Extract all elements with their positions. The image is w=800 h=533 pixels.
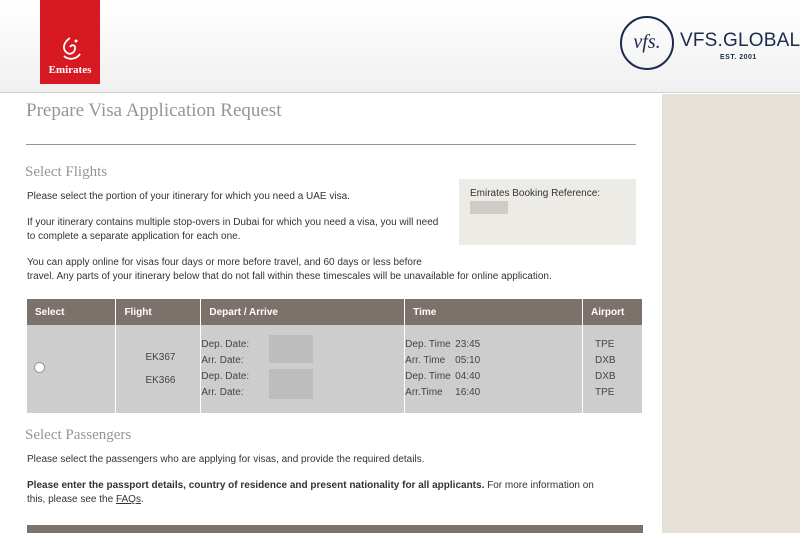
main-content: [0, 94, 662, 533]
stopover-note-line1: If your itinerary contains multiple stop-overs in Dubai for which you need a visa, you will need: [27, 217, 439, 228]
vfs-established: EST. 2001: [720, 54, 757, 61]
time-label: Arr. Time: [405, 355, 446, 366]
time-value: 05:10: [455, 355, 481, 366]
passport-note-line1: [27, 479, 594, 493]
booking-reference-label: Emirates Booking Reference:: [470, 188, 601, 199]
select-flights-intro: Please select the portion of your itinerary for which you need a UAE visa.: [27, 191, 350, 202]
col-select: Select: [27, 299, 116, 325]
flight-select-radio[interactable]: [34, 362, 45, 373]
redacted-dates: [269, 369, 313, 399]
dates-cell: [201, 325, 405, 413]
flights-table: [27, 299, 643, 413]
passport-note-line2: [27, 493, 144, 507]
page-title: Prepare Visa Application Request: [26, 100, 282, 121]
date-label: Dep. Date:: [201, 371, 250, 382]
vfs-name: VFS.GLOBAL: [680, 30, 800, 51]
time-row: [405, 337, 582, 353]
faqs-link[interactable]: FAQs: [115, 494, 141, 505]
site-header: [0, 0, 800, 93]
time-row: [405, 353, 582, 369]
booking-reference-value: [470, 201, 508, 214]
passport-note-suffix: .: [140, 494, 144, 505]
stopover-note-line2: to complete a separate application for each one.: [27, 231, 241, 242]
vfs-monogram-icon: vfs.: [620, 16, 674, 70]
table-row: [27, 325, 643, 413]
emirates-wordmark: Emirates: [48, 64, 92, 76]
date-label: Arr. Date:: [201, 355, 244, 366]
flight-number: EK367: [145, 352, 176, 363]
emirates-logo[interactable]: [40, 0, 100, 84]
flight-cell: [116, 325, 201, 413]
airport-code: TPE: [594, 339, 615, 350]
col-flight: Flight: [116, 299, 201, 325]
time-label: Arr.Time: [405, 387, 443, 398]
title-divider: [26, 144, 636, 145]
time-value: 04:40: [455, 371, 481, 382]
redacted-dates: [269, 335, 313, 363]
time-value: 16:40: [455, 387, 481, 398]
time-value: 23:45: [455, 339, 481, 350]
times-cell: [405, 325, 583, 413]
flight-number: EK366: [145, 375, 176, 386]
col-depart-arrive: Depart / Arrive: [201, 299, 405, 325]
passport-note-prefix: this, please see the: [27, 494, 116, 505]
date-label: Dep. Date:: [201, 339, 250, 350]
select-passengers-intro: Please select the passengers who are applying for visas, and provide the required details.: [27, 454, 425, 465]
airport-code: DXB: [594, 355, 616, 366]
time-label: Dep. Time: [405, 371, 451, 382]
select-cell: [27, 325, 116, 413]
date-label: Arr. Date:: [201, 387, 244, 398]
airport-code: DXB: [594, 371, 616, 382]
flights-table-header: [27, 299, 643, 325]
col-airport: Airport: [582, 299, 642, 325]
passport-note-rest: For more information on: [484, 480, 594, 491]
time-row: [405, 385, 582, 401]
passengers-table-header: [27, 525, 643, 533]
passport-note-bold: Please enter the passport details, country of residence and present nationality for all applicants.: [27, 480, 485, 491]
booking-reference-box: [459, 179, 636, 245]
col-time: Time: [405, 299, 583, 325]
airport-code: TPE: [594, 387, 615, 398]
time-row: [405, 369, 582, 385]
timescale-note-line1: You can apply online for visas four days or more before travel, and 60 days or less before: [27, 257, 422, 268]
airport-cell: [582, 325, 642, 413]
select-flights-heading: Select Flights: [25, 164, 108, 180]
time-label: Dep. Time: [405, 339, 451, 350]
select-passengers-heading: Select Passengers: [25, 427, 132, 443]
emirates-calligraphy-icon: [56, 36, 84, 62]
timescale-note-line2: travel. Any parts of your itinerary below that do not fall within these timescales will be unavailable for online application.: [27, 271, 552, 282]
vfs-global-logo[interactable]: [620, 16, 800, 72]
right-sidebar: [662, 94, 800, 533]
